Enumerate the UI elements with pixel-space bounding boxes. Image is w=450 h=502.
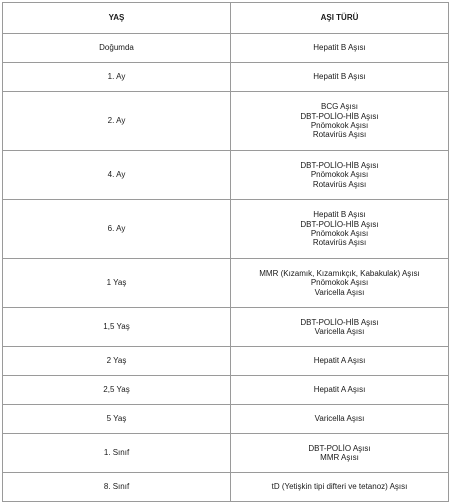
vaccine-name: Rotavirüs Aşısı [312,179,367,189]
table-row [3,405,449,434]
age-cell: 2 Yaş [3,347,231,376]
table-row [3,63,449,92]
age-cell: 1. Sınıf [3,434,231,473]
vaccine-schedule [2,2,448,502]
vaccine-name: Pnömokok Aşısı [310,121,369,130]
age-cell: 1. Ay [3,63,231,92]
vaccine-name: MMR Aşısı [320,453,359,462]
table-row [3,151,449,200]
vaccine-cell [231,347,449,376]
age-cell: 2,5 Yaş [3,376,231,405]
vaccine-name: Hepatit B Aşısı [313,210,366,220]
table-row [3,259,449,308]
table-row [3,347,449,376]
table-row [3,92,449,151]
table-row [3,473,449,502]
vaccine-name: Hepatit B Aşısı [313,43,366,53]
vaccine-name: Varicella Aşısı [314,287,365,297]
vaccine-cell [231,151,449,200]
vaccine-name: Pnömokok Aşısı [310,170,369,180]
age-cell: 4. Ay [3,151,231,200]
vaccine-cell [231,34,449,63]
vaccine-name: DBT-POLİO Aşısı [308,443,371,453]
vaccine-cell [231,473,449,502]
vaccine-name: Varicella Aşısı [314,414,365,424]
table-row [3,434,449,473]
age-cell: 1 Yaş [3,259,231,308]
vaccine-cell [231,405,449,434]
vaccine-name: Rotavirüs Aşısı [312,238,367,248]
vaccine-cell [231,434,449,473]
age-cell: 5 Yaş [3,405,231,434]
column-header-age: YAŞ [3,3,231,34]
vaccine-name: tD (Yetişkin tipi difteri ve tetanoz) Aşısı [271,482,408,492]
table-row [3,376,449,405]
vaccine-cell [231,259,449,308]
table-row [3,200,449,259]
vaccine-cell [231,376,449,405]
vaccine-name: Varicella Aşısı [314,327,365,336]
vaccine-schedule-table [2,2,449,502]
vaccine-name: DBT-POLİO-HİB Aşısı [300,219,379,229]
age-cell: 1,5 Yaş [3,308,231,347]
age-cell: 2. Ay [3,92,231,151]
vaccine-name: MMR (Kızamık, Kızamıkçık, Kabakulak) Aşısı [259,268,420,278]
column-header-vaccine-type: AŞI TÜRÜ [231,3,449,34]
vaccine-name: Hepatit A Aşısı [313,356,366,366]
age-cell: Doğumda [3,34,231,63]
age-cell: 6. Ay [3,200,231,259]
table-body [3,34,449,502]
vaccine-name: BCG Aşısı [321,102,358,112]
vaccine-name: Rotavirüs Aşısı [312,130,367,140]
table-row [3,308,449,347]
vaccine-name: Hepatit A Aşısı [313,385,366,395]
table-row [3,34,449,63]
vaccine-name: Hepatit B Aşısı [313,72,366,82]
vaccine-cell [231,92,449,151]
vaccine-name: DBT-POLİO-HİB Aşısı [300,317,379,327]
vaccine-cell [231,63,449,92]
vaccine-name: DBT-POLİO-HİB Aşısı [300,111,379,121]
vaccine-cell [231,200,449,259]
vaccine-cell [231,308,449,347]
vaccine-name: Pnömokok Aşısı [310,278,369,288]
table-header-row [3,3,449,34]
vaccine-name: DBT-POLİO-HİB Aşısı [300,160,379,170]
vaccine-name: Pnömokok Aşısı [310,229,369,238]
age-cell: 8. Sınıf [3,473,231,502]
